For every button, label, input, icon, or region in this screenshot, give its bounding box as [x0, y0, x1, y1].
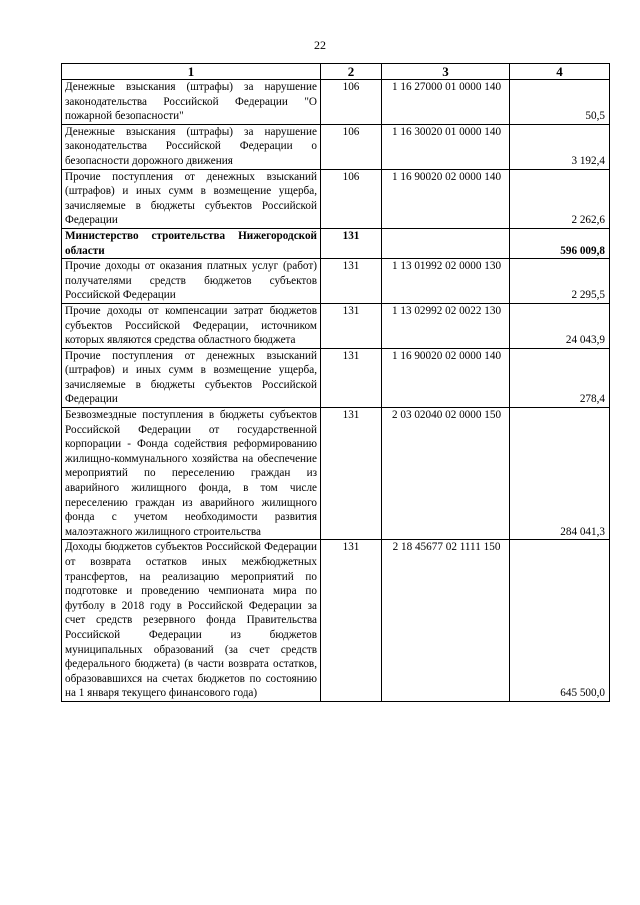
- row-amount: 284 041,3: [510, 408, 610, 540]
- row-description: Доходы бюджетов субъектов Российской Федерации от возврата остатков иных межбюджетных трансфертов, на реализацию мероприятий по подготовке и проведению чемпионата мира по футболу в 2018 году в Российской Федерации за счет средств резервного фонда Правительства Российской Федерации из бюджетов муниципальных образований (за счет средств федерального бюджета) (в части возврата остатков, образовавшихся на счетах бюджетов по состоянию на 1 января текущего финансового года): [62, 540, 321, 702]
- row-kbk-code: 2 03 02040 02 0000 150: [382, 408, 510, 540]
- row-amount: 2 262,6: [510, 169, 610, 228]
- table-row: [62, 408, 610, 540]
- column-header: 2: [321, 64, 382, 80]
- row-amount: 3 192,4: [510, 124, 610, 169]
- row-kbk-code: 1 16 30020 01 0000 140: [382, 124, 510, 169]
- table-row: [62, 169, 610, 228]
- row-description: Прочие поступления от денежных взысканий (штрафов) и иных сумм в возмещение ущерба, зачисляемые в бюджеты субъектов Российской Федерации: [62, 348, 321, 407]
- row-kbk-code: 1 16 90020 02 0000 140: [382, 169, 510, 228]
- row-amount: 596 009,8: [510, 228, 610, 258]
- row-kbk-code: 1 16 27000 01 0000 140: [382, 80, 510, 125]
- row-description: Прочие доходы от компенсации затрат бюджетов субъектов Российской Федерации, источником которых являются средства областного бюджета: [62, 303, 321, 348]
- row-description: Прочие доходы от оказания платных услуг (работ) получателями средств бюджетов субъектов Российской Федерации: [62, 259, 321, 304]
- row-amount: 50,5: [510, 80, 610, 125]
- row-description: Прочие поступления от денежных взысканий (штрафов) и иных сумм в возмещение ущерба, зачисляемые в бюджеты субъектов Российской Федерации: [62, 169, 321, 228]
- row-kbk-code: 1 13 02992 02 0022 130: [382, 303, 510, 348]
- row-description: Безвозмездные поступления в бюджеты субъектов Российской Федерации от государственной корпорации - Фонда содействия реформированию жилищно-коммунального хозяйства на обеспечение мероприятий по переселению граждан из аварийного жилищного фонда, в том числе переселению граждан из аварийного жилищного фонда с учетом необходимости развития малоэтажного жилищного строительства: [62, 408, 321, 540]
- row-admin-code: 106: [321, 124, 382, 169]
- column-header: 1: [62, 64, 321, 80]
- row-admin-code: 131: [321, 228, 382, 258]
- row-amount: 24 043,9: [510, 303, 610, 348]
- row-kbk-code: 2 18 45677 02 1111 150: [382, 540, 510, 702]
- row-admin-code: 131: [321, 348, 382, 407]
- row-kbk-code: [382, 228, 510, 258]
- row-admin-code: 131: [321, 303, 382, 348]
- revenue-table: [61, 63, 610, 702]
- row-admin-code: 131: [321, 408, 382, 540]
- row-admin-code: 106: [321, 169, 382, 228]
- row-kbk-code: 1 13 01992 02 0000 130: [382, 259, 510, 304]
- row-admin-code: 131: [321, 540, 382, 702]
- table-row: [62, 80, 610, 125]
- table-row: [62, 540, 610, 702]
- row-admin-code: 106: [321, 80, 382, 125]
- row-description: Министерство строительства Нижегородской области: [62, 228, 321, 258]
- row-amount: 645 500,0: [510, 540, 610, 702]
- row-amount: 278,4: [510, 348, 610, 407]
- column-header: 4: [510, 64, 610, 80]
- table-row: [62, 348, 610, 407]
- row-admin-code: 131: [321, 259, 382, 304]
- row-description: Денежные взыскания (штрафы) за нарушение законодательства Российской Федерации о безопасности дорожного движения: [62, 124, 321, 169]
- table-row: [62, 303, 610, 348]
- table-row: [62, 124, 610, 169]
- table-header-row: [62, 64, 610, 80]
- table-row: [62, 259, 610, 304]
- column-header: 3: [382, 64, 510, 80]
- table-row-section: [62, 228, 610, 258]
- page-number: 22: [314, 38, 326, 52]
- row-description: Денежные взыскания (штрафы) за нарушение законодательства Российской Федерации "О пожарной безопасности": [62, 80, 321, 125]
- row-kbk-code: 1 16 90020 02 0000 140: [382, 348, 510, 407]
- row-amount: 2 295,5: [510, 259, 610, 304]
